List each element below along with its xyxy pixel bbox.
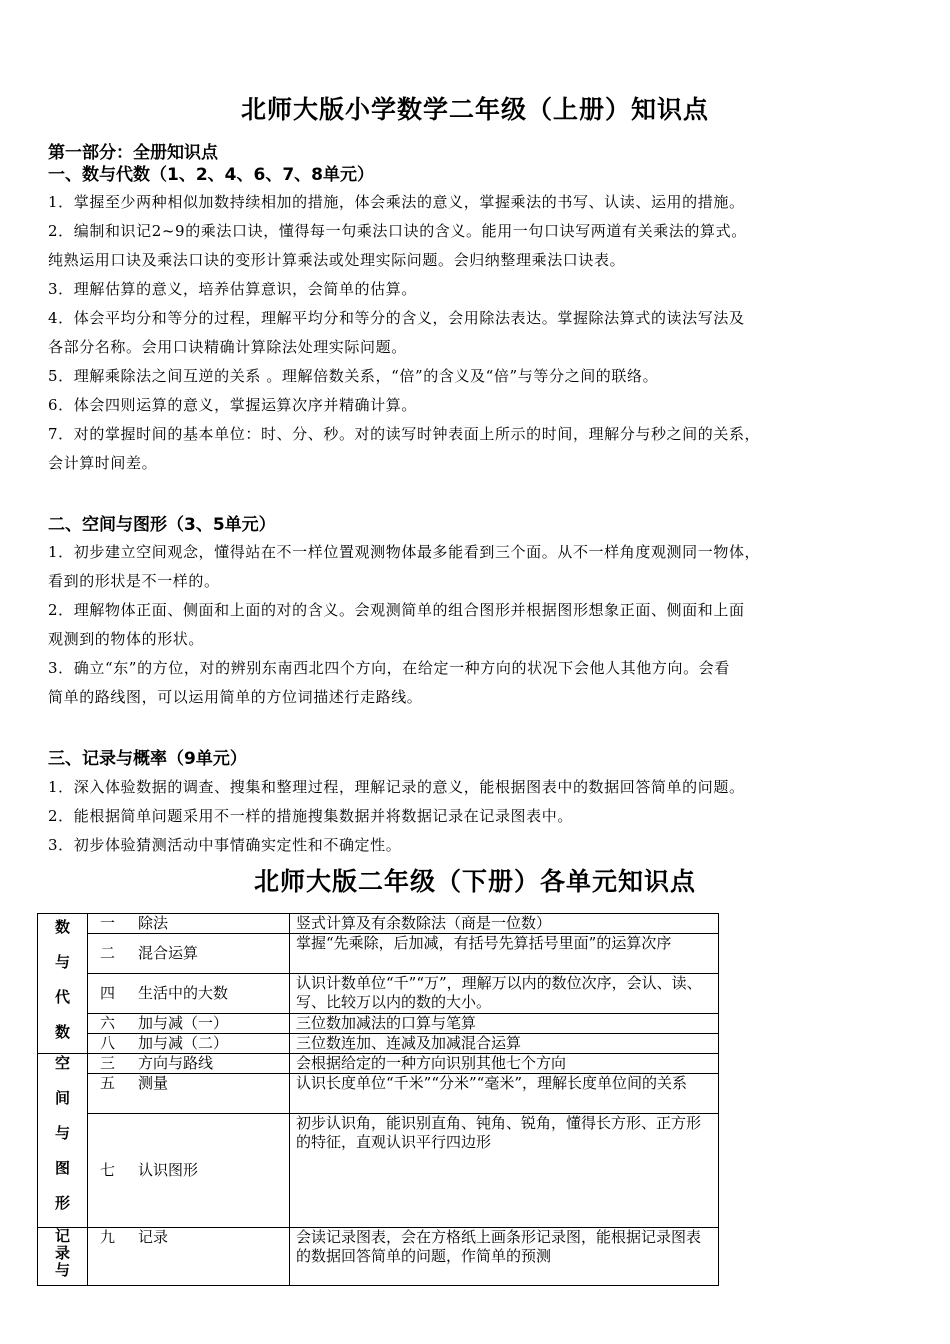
table-row [38, 934, 719, 974]
unit-name: 方向与路线 [138, 1054, 214, 1072]
unit-name: 加与减（二） [138, 1034, 229, 1052]
unit-description: 会读记录图表，会在方格纸上画条形记录图，能根据记录图表的数据回答简单的问题，作简单的预测 [290, 1228, 719, 1286]
unit-number: 七 [100, 1161, 116, 1179]
table-row [38, 974, 719, 1014]
unit-cell [88, 1054, 290, 1074]
unit-name: 除法 [138, 914, 169, 932]
paragraph-line: 看到的形状是不一样的。 [48, 572, 220, 590]
table-row [38, 1034, 719, 1054]
unit-cell [88, 974, 290, 1014]
unit-description: 初步认识角，能识别直角、钝角、锐角，懂得长方形、正方形的特征，直观认识平行四边形 [290, 1114, 719, 1228]
unit-description: 掌握“先乘除，后加减，有括号先算括号里面”的运算次序 [290, 934, 719, 974]
paragraph-line: 4．体会平均分和等分的过程，理解平均分和等分的含义，会用除法表达。掌握除法算式的读法写法及 [48, 309, 745, 327]
paragraph-line: 纯熟运用口诀及乘法口诀的变形计算乘法或处理实际问题。会归纳整理乘法口诀表。 [48, 251, 626, 269]
paragraph-line: 7．对的掌握时间的基本单位：时、分、秒。对的读写时钟表面上所示的时间，理解分与秒之间的关系， [48, 425, 761, 443]
table-row [38, 1114, 719, 1228]
unit-description: 会根据给定的一种方向识别其他七个方向 [290, 1054, 719, 1074]
paragraph-line: 各部分名称。会用口诀精确计算除法处理实际问题。 [48, 338, 407, 356]
unit-number: 八 [100, 1034, 116, 1052]
category-char: 与 [54, 1261, 70, 1279]
paragraph-line: 5．理解乘除法之间互逆的关系 。理解倍数关系，“倍”的含义及“倍”与等分之间的联络。 [48, 367, 659, 385]
unit-cell [88, 1014, 290, 1034]
unit-name: 加与减（一） [138, 1014, 229, 1032]
category-char: 空 [54, 1054, 70, 1072]
category-cell-number-algebra [38, 914, 88, 1054]
unit-description: 认识长度单位“千米”“分米”“毫米”，理解长度单位间的关系 [290, 1074, 719, 1114]
unit-description: 三位数加减法的口算与笔算 [290, 1014, 719, 1034]
unit-cell [88, 914, 290, 934]
unit-description: 三位数连加、连减及加减混合运算 [290, 1034, 719, 1054]
paragraph-line: 2．能根据简单问题采用不一样的措施搜集数据并将数据记录在记录图表中。 [48, 807, 573, 825]
paragraph-line: 2．编制和识记2~9的乘法口诀，懂得每一句乘法口诀的含义。能用一句口诀写两道有关乘法的算式。 [48, 222, 747, 240]
unit-name: 混合运算 [138, 944, 199, 962]
paragraph-line: 观测到的物体的形状。 [48, 630, 205, 648]
unit-cell [88, 1074, 290, 1114]
table-row [38, 1074, 719, 1114]
category-char: 代 [54, 988, 70, 1006]
unit-number: 二 [100, 944, 116, 962]
category-char: 录 [54, 1244, 70, 1262]
unit-name: 认识图形 [138, 1161, 199, 1179]
table-row [38, 1054, 719, 1074]
category-char: 数 [54, 1023, 70, 1041]
category-char: 数 [54, 918, 70, 936]
paragraph-line: 1．深入体验数据的调查、搜集和整理过程，理解记录的意义，能根据图表中的数据回答简单的问题。 [48, 778, 745, 796]
unit-cell [88, 1114, 290, 1228]
unit-name: 测量 [138, 1074, 169, 1092]
section-heading-space-shape: 二、空间与图形（3、5单元） [48, 515, 276, 535]
unit-number: 三 [100, 1054, 116, 1072]
section-heading-statistics: 三、记录与概率（9单元） [48, 749, 247, 769]
unit-number: 四 [100, 984, 116, 1002]
paragraph-line: 3．初步体验猜测活动中事情确实定性和不确定性。 [48, 836, 402, 854]
unit-number: 九 [100, 1228, 116, 1246]
paragraph-line: 3．理解估算的意义，培养估算意识，会简单的估算。 [48, 280, 417, 298]
category-char: 与 [54, 1124, 70, 1142]
unit-name: 记录 [138, 1228, 169, 1246]
paragraph-line: 3．确立“东”的方位，对的辨别东南西北四个方向，在给定一种方向的状况下会他人其他方向。会看 [48, 659, 730, 677]
category-char: 间 [54, 1089, 70, 1107]
unit-cell [88, 1034, 290, 1054]
unit-description: 竖式计算及有余数除法（商是一位数） [290, 914, 719, 934]
part-heading: 第一部分：全册知识点 [48, 143, 218, 163]
paragraph-line: 1．掌握至少两种相似加数持续相加的措施，体会乘法的意义，掌握乘法的书写、认读、运用的措施。 [48, 193, 745, 211]
secondary-title: 北师大版二年级（下册）各单元知识点 [253, 867, 696, 896]
unit-number: 五 [100, 1074, 116, 1092]
category-cell-statistics [38, 1228, 88, 1286]
table-row [38, 1228, 719, 1286]
units-table [37, 913, 719, 1286]
paragraph-line: 1．初步建立空间观念，懂得站在不一样位置观测物体最多能看到三个面。从不一样角度观测同一物体， [48, 543, 761, 561]
category-char: 图 [54, 1159, 70, 1177]
section-heading-number-algebra: 一、数与代数（1、2、4、6、7、8单元） [48, 165, 374, 185]
paragraph-line: 会计算时间差。 [48, 454, 158, 472]
unit-number: 六 [100, 1014, 116, 1032]
unit-description: 认识计数单位“千”“万”，理解万以内的数位次序，会认、读、写、比较万以内的数的大小。 [290, 974, 719, 1014]
unit-cell [88, 934, 290, 974]
table-row [38, 914, 719, 934]
category-cell-space-shape [38, 1054, 88, 1228]
table-row [38, 1014, 719, 1034]
unit-number: 一 [100, 914, 116, 932]
unit-name: 生活中的大数 [138, 984, 229, 1002]
category-char: 与 [54, 953, 70, 971]
page-title: 北师大版小学数学二年级（上册）知识点 [240, 95, 709, 124]
category-char: 记 [54, 1227, 70, 1245]
paragraph-line: 6．体会四则运算的意义，掌握运算次序并精确计算。 [48, 396, 417, 414]
unit-cell [88, 1228, 290, 1286]
category-char: 形 [54, 1194, 70, 1212]
paragraph-line: 简单的路线图，可以运用简单的方位词描述行走路线。 [48, 688, 423, 706]
paragraph-line: 2．理解物体正面、侧面和上面的对的含义。会观测简单的组合图形并根据图形想象正面、侧面和上面 [48, 601, 745, 619]
